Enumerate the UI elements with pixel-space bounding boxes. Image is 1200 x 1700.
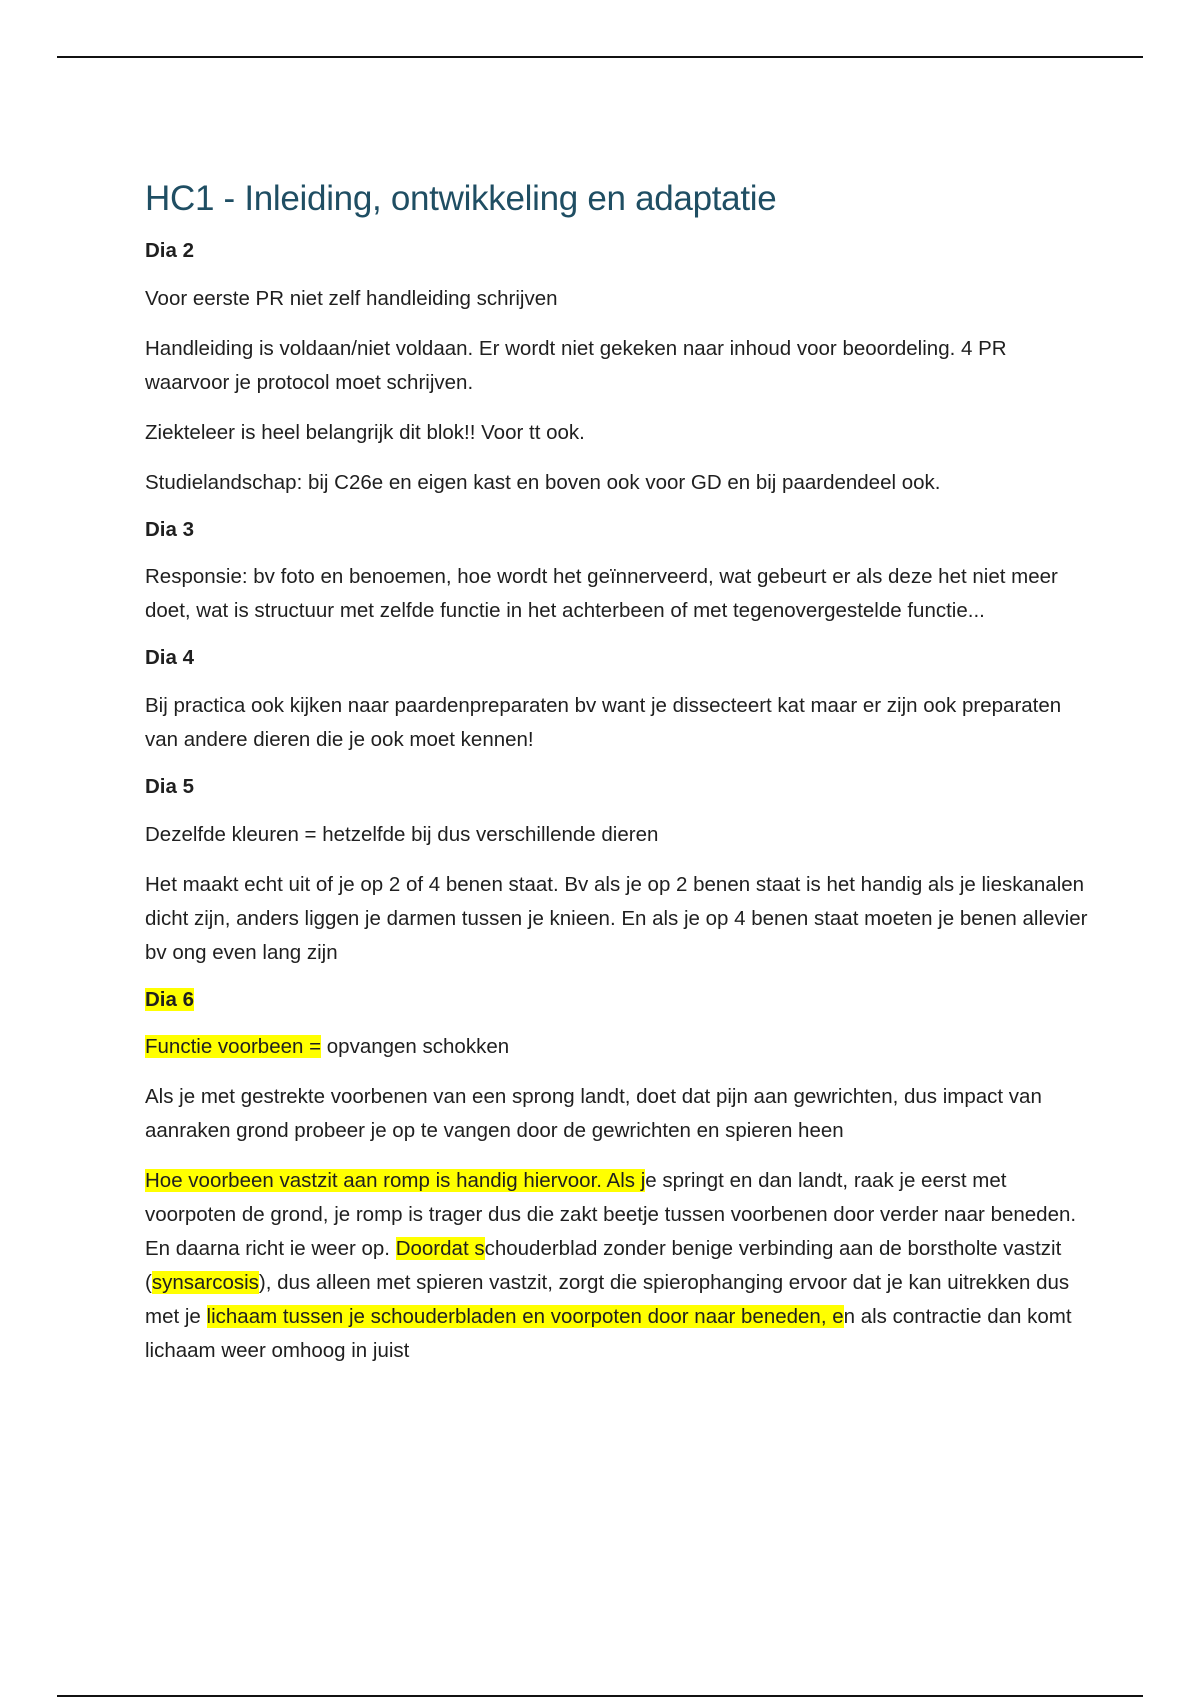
section-heading: [145, 986, 1090, 1014]
page-top-rule: [57, 56, 1143, 58]
paragraph: Voor eerste PR niet zelf handleiding schrijven: [145, 286, 558, 310]
text-run: opvangen schokken: [321, 1035, 510, 1059]
section-heading: Dia 5: [145, 775, 194, 799]
section-dia-2: [145, 237, 1090, 500]
section-dia-4: [145, 644, 1090, 757]
page-bottom-rule: [57, 1695, 1143, 1697]
paragraph: Responsie: bv foto en benoemen, hoe wordt het geïnnerveerd, wat gebeurt er als deze het niet meer doet, wat is structuur met zelfde functie in het achterbeen of met tegenovergestelde functie...: [145, 565, 1058, 623]
highlighted-text: Doordat s: [395, 1237, 485, 1261]
section-dia-6: [145, 986, 1090, 1369]
text-run: e springt en dan landt, raak je eerst met voorpoten de grond, je romp is trager dus die zakt beetje tussen voorbenen door verder naar beneden. En daarna richt ie weer op.: [145, 1169, 1077, 1261]
paragraph: [145, 1164, 1090, 1368]
paragraph: Studielandschap: bij C26e en eigen kast en boven ook voor GD en bij paardendeel ook.: [145, 470, 941, 494]
highlighted-text: Functie voorbeen =: [145, 1035, 322, 1059]
paragraph: Als je met gestrekte voorbenen van een sprong landt, doet dat pijn aan gewrichten, dus impact van aanraken grond probeer je op te vangen door de gewrichten en spieren heen: [145, 1085, 1042, 1143]
highlighted-text: lichaam tussen je schouderbladen en voorpoten door naar beneden, e: [206, 1305, 844, 1329]
highlighted-text: Dia 6: [145, 987, 194, 1011]
paragraph: Bij practica ook kijken naar paardenpreparaten bv want je dissecteert kat maar er zijn ook preparaten van andere dieren die je ook moet kennen!: [145, 694, 1062, 752]
text-run: n als contractie dan komt lichaam weer omhoog in juist: [145, 1305, 1072, 1363]
paragraph: [145, 1030, 1090, 1064]
paragraph: Dezelfde kleuren = hetzelfde bij dus verschillende dieren: [145, 822, 659, 846]
section-dia-3: [145, 516, 1090, 629]
section-heading: Dia 2: [145, 239, 194, 262]
highlighted-text: synsarcosis: [151, 1271, 259, 1295]
text-run: chouderblad zonder benige verbinding aan de borstholte vastzit (: [145, 1237, 1062, 1295]
document-title: HC1 - Inleiding, ontwikkeling en adaptatie: [145, 179, 777, 218]
text-run: ), dus alleen met spieren vastzit, zorgt die spierophanging ervoor dat je kan uitrekken dus met je: [145, 1271, 1070, 1329]
highlighted-text: Hoe voorbeen vastzit aan romp is handig hiervoor. Als j: [145, 1169, 646, 1193]
section-dia-5: [145, 773, 1090, 970]
document-body: [145, 178, 1090, 1384]
paragraph: Het maakt echt uit of je op 2 of 4 benen staat. Bv als je op 2 benen staat is het handig als je lieskanalen dicht zijn, anders liggen je darmen tussen je knieen. En als je op 4 benen staat moeten je benen allevier bv ong even lang zijn: [145, 872, 1088, 964]
section-heading: Dia 3: [145, 517, 194, 541]
paragraph: Handleiding is voldaan/niet voldaan. Er wordt niet gekeken naar inhoud voor beoordeling. 4 PR waarvoor je protocol moet schrijven.: [145, 336, 1007, 394]
paragraph: Ziekteleer is heel belangrijk dit blok!! Voor tt ook.: [145, 420, 585, 444]
section-heading: Dia 4: [145, 646, 194, 670]
